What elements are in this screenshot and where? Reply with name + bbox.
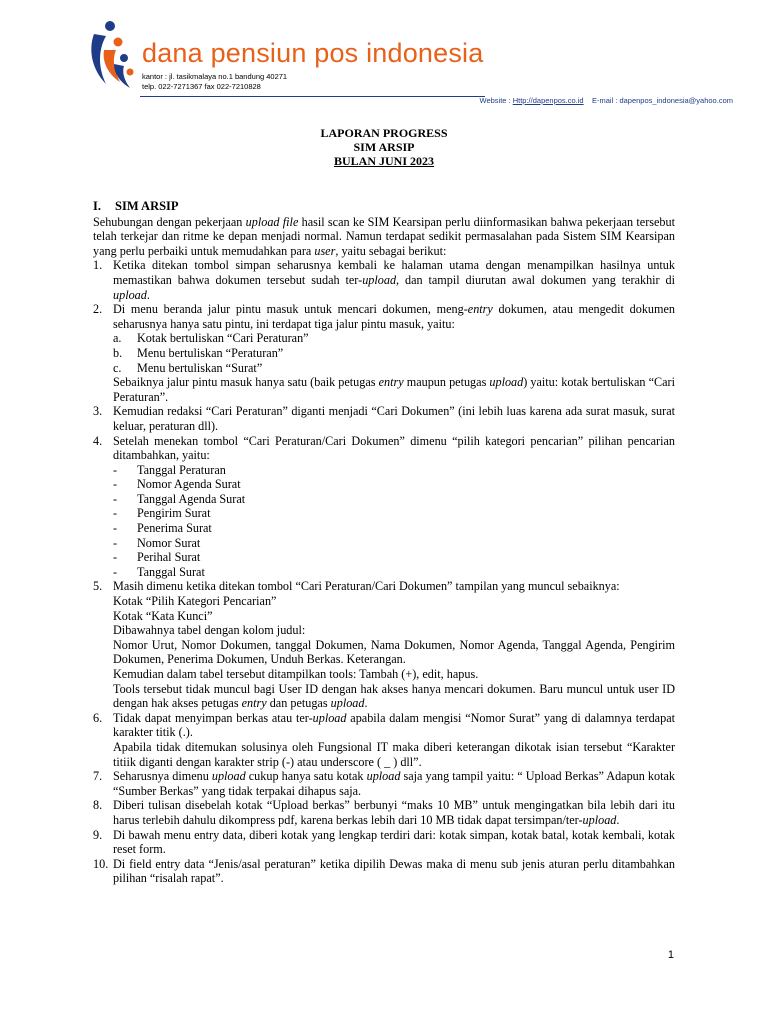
dash-bullet: - bbox=[113, 550, 118, 565]
text-run: Seharusnya dimenu bbox=[113, 769, 212, 784]
item-text bbox=[93, 769, 675, 798]
dash-bullet: - bbox=[113, 491, 118, 506]
text-run: Menu bertuliskan “Peraturan” bbox=[137, 345, 284, 360]
item-text bbox=[113, 623, 675, 638]
text-run: Sehubungan dengan pekerjaan bbox=[93, 214, 246, 229]
report-title bbox=[0, 126, 768, 168]
text-run: Kotak bertuliskan “Cari Peraturan” bbox=[137, 331, 309, 346]
sub-item-marker: b. bbox=[113, 345, 123, 360]
text-run: Kemudian redaksi “Cari Peraturan” diganti menjadi “Cari Dokumen” (ini lebih luas karena ada surat masuk, surat keluar, peraturan dll). bbox=[113, 404, 675, 433]
text-run: Perihal Surat bbox=[137, 550, 201, 565]
item-number: 10. bbox=[93, 856, 109, 871]
item-text bbox=[93, 302, 675, 331]
issue-list bbox=[93, 258, 675, 886]
item-number: 7. bbox=[93, 769, 103, 784]
intro-paragraph bbox=[93, 215, 675, 259]
list-item bbox=[93, 828, 675, 857]
search-category-option bbox=[113, 492, 675, 507]
phone-line: telp. 022-7271367 fax 022-7210828 bbox=[142, 82, 261, 91]
text-run: Kotak “Pilih Kategori Pencarian” bbox=[113, 594, 277, 609]
text-run: . bbox=[616, 812, 620, 827]
search-category-option bbox=[113, 477, 675, 492]
title-line-2: SIM ARSIP bbox=[353, 140, 415, 154]
item-text bbox=[113, 667, 675, 682]
list-item bbox=[93, 579, 675, 710]
sub-item-marker: a. bbox=[113, 331, 122, 346]
item-text bbox=[113, 682, 675, 711]
text-run: Di menu beranda jalur pintu masuk untuk mencari dokumen, meng- bbox=[113, 302, 468, 317]
text-run: Nomor Surat bbox=[137, 535, 201, 550]
item-text bbox=[93, 798, 675, 827]
list-item bbox=[93, 798, 675, 827]
item-text bbox=[113, 638, 675, 667]
text-run: Sebaiknya jalur pintu masuk hanya satu (baik petugas bbox=[113, 375, 379, 390]
sub-item-marker: c. bbox=[113, 360, 122, 375]
text-run: Di bawah menu entry data, diberi kotak yang lengkap terdiri dari: kotak simpan, kotak batal, kotak kembali, kotak reset form. bbox=[113, 827, 675, 857]
text-run: Nomor Agenda Surat bbox=[137, 477, 241, 492]
item-text bbox=[93, 828, 675, 857]
search-category-option bbox=[113, 506, 675, 521]
office-address bbox=[142, 72, 287, 92]
item-number: 1. bbox=[93, 258, 103, 273]
italic-term: upload bbox=[113, 287, 147, 302]
item-text bbox=[93, 857, 675, 886]
text-run: ) yaitu: kotak bertuliskan “Cari Peraturan”. bbox=[113, 375, 675, 404]
text-run: Tanggal Surat bbox=[137, 564, 205, 579]
search-category-option bbox=[113, 521, 675, 536]
item-number: 6. bbox=[93, 710, 103, 725]
dash-bullet: - bbox=[113, 535, 118, 550]
list-item bbox=[93, 404, 675, 433]
dash-bullet: - bbox=[113, 477, 118, 492]
list-item bbox=[93, 711, 675, 769]
address-line: kantor : jl. tasikmalaya no.1 bandung 40271 bbox=[142, 72, 288, 81]
item-text bbox=[113, 375, 675, 404]
italic-term: upload bbox=[582, 812, 617, 827]
email-line: E-mail : dapenpos_indonesia@yahoo.com bbox=[591, 96, 733, 105]
item-number: 3. bbox=[93, 404, 103, 419]
contact-row bbox=[480, 96, 734, 105]
item-text bbox=[93, 579, 675, 594]
text-run: Di field entry data “Jenis/asal peraturan” ketika dipilih Dewas maka di menu sub jenis aturan perlu ditambahkan pilihan “risalah rapat”. bbox=[113, 856, 675, 886]
italic-term: upload bbox=[489, 375, 524, 390]
dash-bullet: - bbox=[113, 462, 118, 477]
list-item bbox=[93, 769, 675, 798]
header-divider bbox=[140, 96, 485, 97]
search-category-option bbox=[113, 565, 675, 580]
text-run: Tanggal Agenda Surat bbox=[137, 491, 246, 506]
italic-term: entry bbox=[378, 375, 404, 390]
text-run: Kotak “Kata Kunci” bbox=[113, 608, 213, 623]
text-run: dan petugas bbox=[266, 696, 331, 711]
sub-item bbox=[113, 361, 675, 376]
title-line-1: LAPORAN PROGRESS bbox=[320, 126, 448, 140]
text-run: Kemudian dalam tabel tersebut ditampilkan tools: Tambah (+), edit, hapus. bbox=[113, 667, 479, 681]
dash-bullet: - bbox=[113, 564, 118, 579]
dash-bullet: - bbox=[113, 521, 118, 536]
text-run: saja yang tampil yaitu: “ Upload Berkas” Adapun kotak “Sumber Berkas” yang tidak terpakai dihapus saja. bbox=[113, 769, 676, 798]
text-run: Setelah menekan tombol “Cari Peraturan/Cari Dokumen” dimenu “pilih kategori pencarian” pilihan pencarian ditambahkan, yaitu: bbox=[113, 433, 675, 463]
text-run: dokumen, atau mengedit dokumen seharusnya hanya satu pintu, ini terdapat tiga jalur pintu masuk, yaitu: bbox=[113, 302, 675, 331]
text-run: Pengirim Surat bbox=[137, 506, 211, 521]
item-number: 9. bbox=[93, 827, 103, 842]
text-run: Tools tersebut tidak muncul bagi User ID dengan hak akses hanya mencari dokumen. Baru muncul untuk user ID dengan hak akses petugas bbox=[113, 681, 675, 711]
text-run: cukup hanya satu kotak bbox=[245, 769, 367, 784]
item-number: 4. bbox=[93, 433, 103, 448]
item-number: 5. bbox=[93, 579, 103, 594]
italic-term: entry bbox=[467, 302, 493, 317]
text-run: , yaitu sebagai berikut: bbox=[335, 243, 447, 258]
text-run: Tidak dapat menyimpan berkas atau ter- bbox=[113, 710, 313, 725]
search-category-option bbox=[113, 550, 675, 565]
search-category-option bbox=[113, 463, 675, 478]
item-text bbox=[93, 434, 675, 463]
item-text bbox=[93, 404, 675, 433]
italic-term: user bbox=[314, 243, 336, 258]
item-text bbox=[113, 740, 675, 769]
item-text bbox=[113, 609, 675, 624]
text-run: Tanggal Peraturan bbox=[137, 462, 226, 477]
text-run: Ketika ditekan tombol simpan seharusnya kembali ke halaman utama dengan menampilkan hasilnya untuk memastikan bahwa dokumen tersebut sudah ter- bbox=[113, 258, 675, 287]
text-run: Dibawahnya tabel dengan kolom judul: bbox=[113, 623, 306, 638]
section-heading bbox=[93, 199, 675, 214]
sub-item bbox=[113, 331, 675, 346]
list-item bbox=[93, 302, 675, 404]
website-label: Website : bbox=[479, 96, 511, 105]
section-title: SIM ARSIP bbox=[115, 199, 179, 213]
list-item bbox=[93, 857, 675, 886]
section-number: I. bbox=[93, 199, 101, 213]
text-run: Menu bertuliskan “Surat” bbox=[137, 360, 263, 375]
page-number: 1 bbox=[667, 949, 674, 961]
organization-name: dana pensiun pos indonesia bbox=[142, 38, 484, 68]
text-run: Nomor Urut, Nomor Dokumen, tanggal Dokumen, Nama Dokumen, Nomor Agenda, Tanggal Agenda, Pengirim Dokumen, Penerima Dokumen, Unduh Berkas. Keterangan. bbox=[113, 637, 675, 667]
text-run: maupun petugas bbox=[403, 375, 490, 390]
dash-bullet: - bbox=[113, 506, 118, 521]
letterhead bbox=[88, 20, 738, 110]
list-item bbox=[93, 434, 675, 580]
italic-term: upload bbox=[330, 696, 365, 711]
text-run: Masih dimenu ketika ditekan tombol “Cari Peraturan/Cari Dokumen” tampilan yang muncul sebaiknya: bbox=[113, 579, 620, 594]
italic-term: entry bbox=[241, 696, 267, 711]
italic-term: upload bbox=[366, 769, 401, 784]
italic-term: upload bbox=[211, 769, 246, 784]
text-run: Diberi tulisan disebelah kotak “Upload berkas” berbunyi “maks 10 MB” untuk mengingatkan bila lebih dari itu harus terlebih dahulu dikompress pdf, karena berkas lebih dari 10 MB tidak dapat tersimpan/ter- bbox=[113, 798, 675, 827]
text-run: dan tampil diurutan awal dokumen yang terakhir di bbox=[399, 272, 675, 287]
website-link[interactable]: Http://dapenpos.co.id bbox=[512, 96, 584, 105]
list-item bbox=[93, 258, 675, 302]
text-run: Penerima Surat bbox=[137, 521, 212, 536]
item-number: 8. bbox=[93, 798, 103, 813]
dapenpos-logo-icon bbox=[88, 20, 140, 92]
text-run: . bbox=[364, 696, 368, 711]
italic-term: upload file bbox=[245, 214, 299, 229]
italic-term: upload, bbox=[362, 272, 400, 287]
document-body bbox=[93, 199, 675, 886]
text-run: . bbox=[146, 287, 150, 302]
text-run: apabila dalam mengisi “Nomor Surat” yang di dalamnya terdapat karakter titik (.). bbox=[113, 710, 675, 740]
text-run: hasil scan ke SIM Kearsipan perlu diinformasikan bahwa pekerjaan tersebut telah terkejar dan ritme ke depan menjadi normal. Namun terdapat sedikit permasalahan pada Sistem SIM Kearsipan yang perlu perbaiki untuk memudahkan para bbox=[93, 214, 675, 258]
italic-term: upload bbox=[312, 710, 347, 725]
item-number: 2. bbox=[93, 302, 103, 317]
search-category-option bbox=[113, 536, 675, 551]
item-text bbox=[93, 258, 675, 302]
title-line-3: BULAN JUNI 2023 bbox=[333, 154, 434, 168]
item-text bbox=[113, 594, 675, 609]
text-run: Apabila tidak ditemukan solusinya oleh Fungsional IT maka diberi keterangan dikotak isian tersebut “Karakter titiik diganti dengan karakter strip (-) atau underscore ( _ ) dll”. bbox=[113, 739, 675, 769]
item-text bbox=[93, 711, 675, 740]
sub-item bbox=[113, 346, 675, 361]
